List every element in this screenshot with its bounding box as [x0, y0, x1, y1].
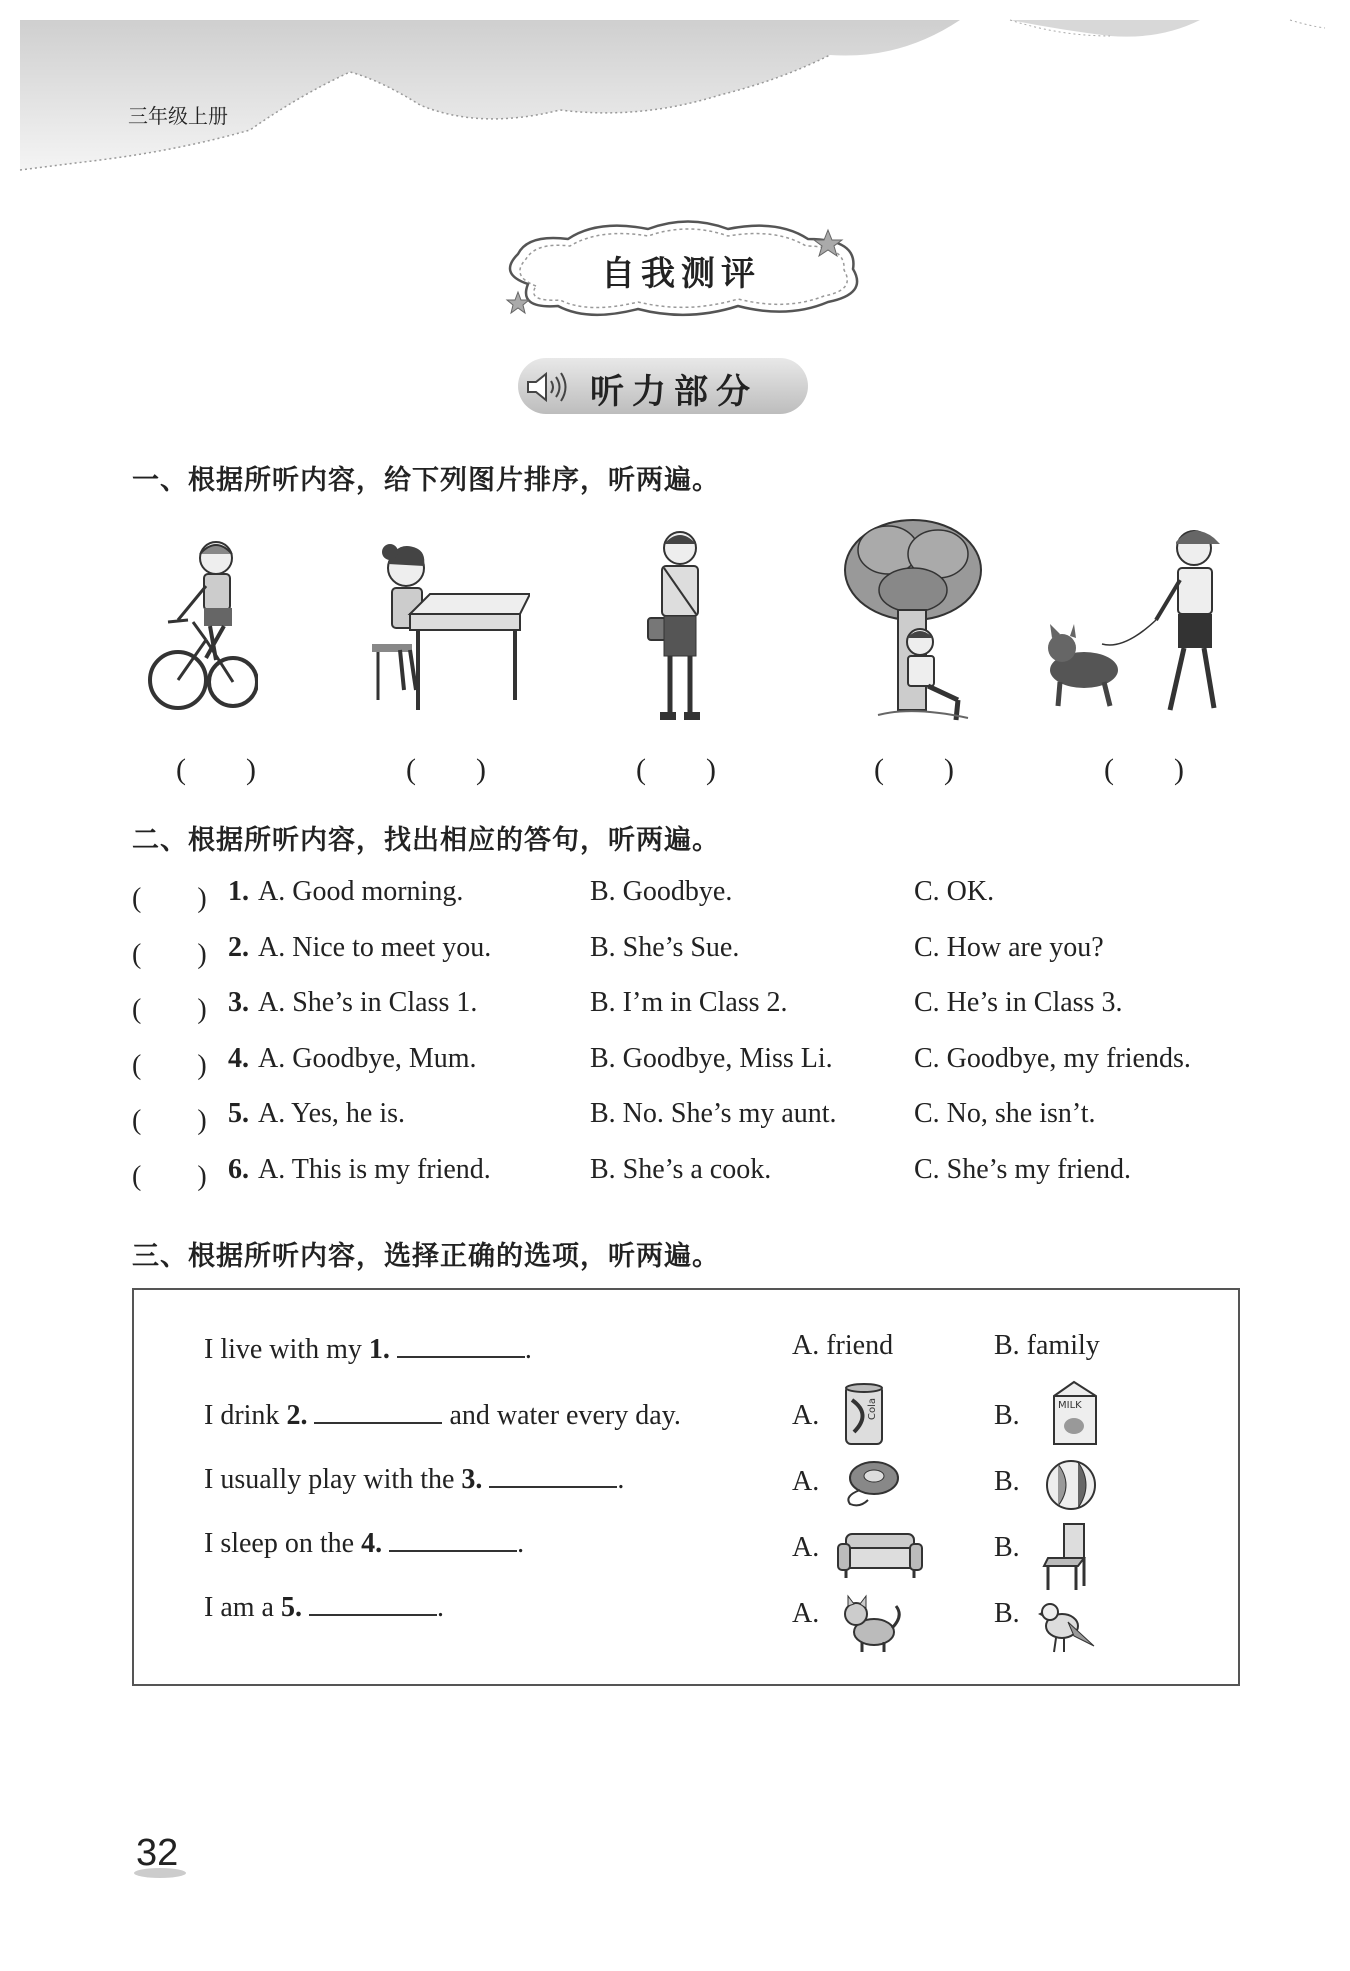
option-b: B. I’m in Class 2. [590, 987, 788, 1018]
sofa-icon [836, 1530, 924, 1580]
option-a-label[interactable]: A. [792, 1466, 820, 1497]
section-banner-label: 听力部分 [590, 372, 758, 412]
speaker-icon [524, 370, 570, 404]
sentence-2: I drink 2. and water every day. [204, 1396, 681, 1432]
option-a-label[interactable]: A. [792, 1400, 820, 1431]
option-a: A. Yes, he is. [258, 1098, 406, 1129]
answer-blank[interactable]: ( ) [132, 1105, 207, 1136]
boy-with-bag-picture [640, 522, 720, 727]
girl-riding-bike-picture [148, 530, 258, 725]
option-b: B. Goodbye, Miss Li. [590, 1043, 833, 1074]
option-c: C. He’s in Class 3. [914, 987, 1123, 1018]
milk-carton-icon [1048, 1378, 1102, 1448]
sentence-3: I usually play with the 3. . [204, 1460, 624, 1496]
option-b: B. Goodbye. [590, 876, 733, 907]
order-blank-5[interactable]: ( ) [1104, 753, 1184, 786]
order-blank-3[interactable]: ( ) [636, 753, 716, 786]
part3-heading: 三、根据所听内容，选择正确的选项，听两遍。 [132, 1241, 720, 1272]
option-a: A. She’s in Class 1. [258, 987, 478, 1018]
svg-text:MILK: MILK [1058, 1400, 1082, 1411]
svg-text:Cola: Cola [867, 1397, 878, 1420]
order-blank-2[interactable]: ( ) [406, 753, 486, 786]
option-c: C. How are you? [914, 932, 1104, 963]
option-b-label[interactable]: B. [994, 1598, 1020, 1629]
sentence-4: I sleep on the 4. . [204, 1524, 524, 1560]
option-b: B. She’s a cook. [590, 1154, 772, 1185]
option-c: C. She’s my friend. [914, 1154, 1131, 1185]
fill-blank-1[interactable] [397, 1330, 525, 1358]
boy-sitting-under-tree-picture [838, 510, 988, 725]
order-blank-4[interactable]: ( ) [874, 753, 954, 786]
option-c: C. No, she isn’t. [914, 1098, 1096, 1129]
sentence-1: I live with my 1. . [204, 1330, 532, 1366]
girl-writing-at-desk-picture [370, 530, 530, 725]
boy-walking-dog-picture [1044, 520, 1244, 725]
fill-blank-2[interactable] [314, 1396, 442, 1424]
order-blank-1[interactable]: ( ) [176, 753, 256, 786]
option-c: C. Goodbye, my friends. [914, 1043, 1191, 1074]
option-b: B. She’s Sue. [590, 932, 740, 963]
answer-blank[interactable]: ( ) [132, 994, 207, 1025]
cola-can-icon [842, 1380, 886, 1448]
fill-blank-5[interactable] [309, 1588, 437, 1616]
option-b-family[interactable]: B. family [994, 1330, 1100, 1361]
option-b-label[interactable]: B. [994, 1532, 1020, 1563]
page-number: 32 [136, 1832, 179, 1874]
option-a: A. Goodbye, Mum. [258, 1043, 477, 1074]
fill-blank-4[interactable] [389, 1524, 517, 1552]
option-a-friend[interactable]: A. friend [792, 1330, 894, 1361]
option-a: A. This is my friend. [258, 1154, 491, 1185]
sentence-5: I am a 5. . [204, 1588, 444, 1624]
answer-blank[interactable]: ( ) [132, 883, 207, 914]
option-a: A. Good morning. [258, 876, 464, 907]
answer-blank[interactable]: ( ) [132, 1161, 207, 1192]
option-a-label[interactable]: A. [792, 1532, 820, 1563]
part1-heading: 一、根据所听内容，给下列图片排序，听两遍。 [132, 465, 720, 496]
option-b: B. No. She’s my aunt. [590, 1098, 837, 1129]
header-cloud-band [0, 0, 1350, 190]
grade-label: 三年级上册 [128, 104, 228, 128]
chair-icon [1042, 1520, 1090, 1592]
option-a: A. Nice to meet you. [258, 932, 492, 963]
page-title: 自我测评 [601, 254, 761, 294]
option-c: C. OK. [914, 876, 995, 907]
option-a-label[interactable]: A. [792, 1598, 820, 1629]
yo-yo-icon [840, 1456, 902, 1508]
option-b-label[interactable]: B. [994, 1466, 1020, 1497]
ball-icon [1044, 1458, 1098, 1512]
answer-blank[interactable]: ( ) [132, 1050, 207, 1081]
answer-blank[interactable]: ( ) [132, 939, 207, 970]
cat-icon [840, 1592, 904, 1654]
bird-icon [1038, 1596, 1096, 1658]
option-b-label[interactable]: B. [994, 1400, 1020, 1431]
part2-heading: 二、根据所听内容，找出相应的答句，听两遍。 [132, 825, 720, 856]
fill-blank-3[interactable] [489, 1460, 617, 1488]
